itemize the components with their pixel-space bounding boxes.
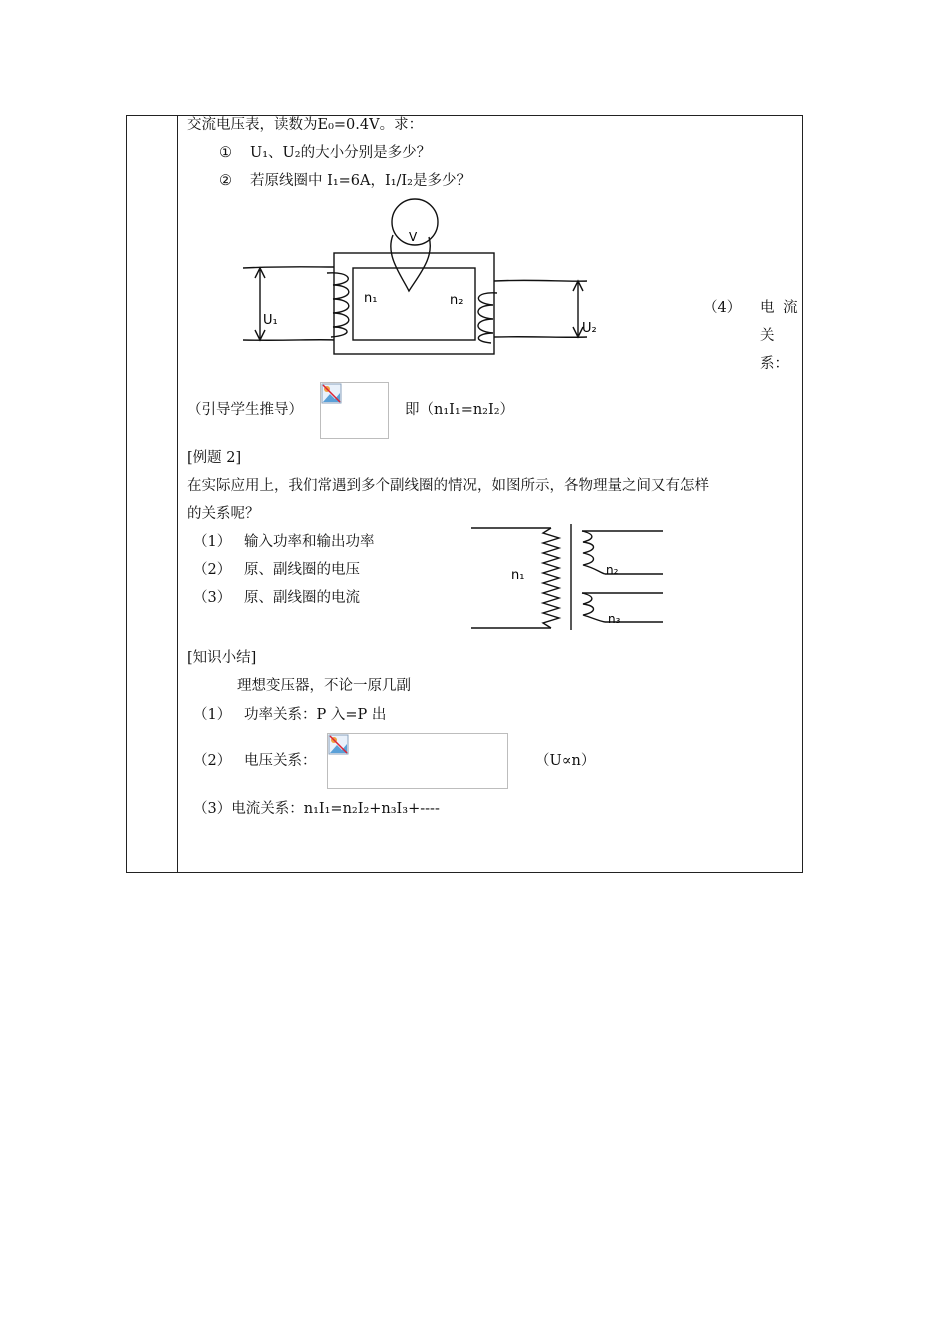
u1-label: U₁: [263, 313, 278, 328]
example-item-num: （3）: [193, 590, 232, 606]
fig2-n1-label: n₁: [511, 568, 525, 583]
voltmeter-label: V: [409, 230, 418, 244]
example-item-num: （2）: [193, 562, 232, 578]
summary-item2-num: （2）: [193, 753, 232, 769]
summary-intro: 理想变压器，不论一原几副: [237, 678, 411, 694]
summary-voltage-proportion: （U∝n）: [535, 753, 596, 769]
example-item: 原、副线圈的电流: [244, 590, 360, 606]
summary-power-relation: 功率关系：P 入=P 出: [244, 707, 387, 723]
table-column-divider: [177, 115, 178, 873]
transformer-diagram: [235, 195, 605, 365]
example-line1: 在实际应用上，我们常遇到多个副线圈的情况，如图所示，各物理量之间又有怎样: [187, 478, 709, 494]
summary-current-relation: （3）电流关系：n₁I₁=n₂I₂+n₃I₃+----: [193, 801, 440, 817]
side-note-line3: 系：: [760, 356, 789, 372]
summary-item1-num: （1）: [193, 707, 232, 723]
example-item: 原、副线圈的电压: [244, 562, 360, 578]
fig2-n3-label: n₃: [608, 612, 621, 626]
broken-image-icon: [321, 383, 343, 405]
question-2: 若原线圈中 I₁=6A，I₁/I₂是多少？: [250, 173, 471, 189]
problem-intro: 交流电压表，读数为E₀=0.4V。求：: [187, 117, 424, 133]
n2-label: n₂: [450, 293, 464, 308]
example-item: 输入功率和输出功率: [244, 534, 375, 550]
side-note-line1: 电 流: [760, 300, 800, 316]
question-1-marker: ①: [219, 145, 232, 161]
fig2-n2-label: n₂: [606, 563, 619, 577]
summary-voltage-label: 电压关系：: [244, 753, 317, 769]
side-note-line2: 关: [760, 328, 775, 344]
broken-image-icon: [328, 734, 350, 756]
derive-prefix: （引导学生推导）: [187, 402, 303, 418]
summary-heading: [知识小结]: [187, 650, 257, 666]
multi-winding-diagram: [465, 520, 670, 635]
side-note-number: （4）: [703, 300, 742, 316]
u2-label: U₂: [582, 321, 597, 336]
derive-result: 即（n₁I₁=n₂I₂）: [405, 402, 515, 418]
n1-label: n₁: [364, 291, 378, 306]
example-heading: [例题 2]: [187, 450, 242, 466]
formula-image-placeholder: [320, 382, 389, 439]
example-item-num: （1）: [193, 534, 232, 550]
voltage-formula-placeholder: [327, 733, 508, 789]
example-line2: 的关系呢？: [187, 506, 260, 522]
question-2-marker: ②: [219, 173, 232, 189]
question-1: U₁、U₂的大小分别是多少？: [250, 145, 432, 161]
